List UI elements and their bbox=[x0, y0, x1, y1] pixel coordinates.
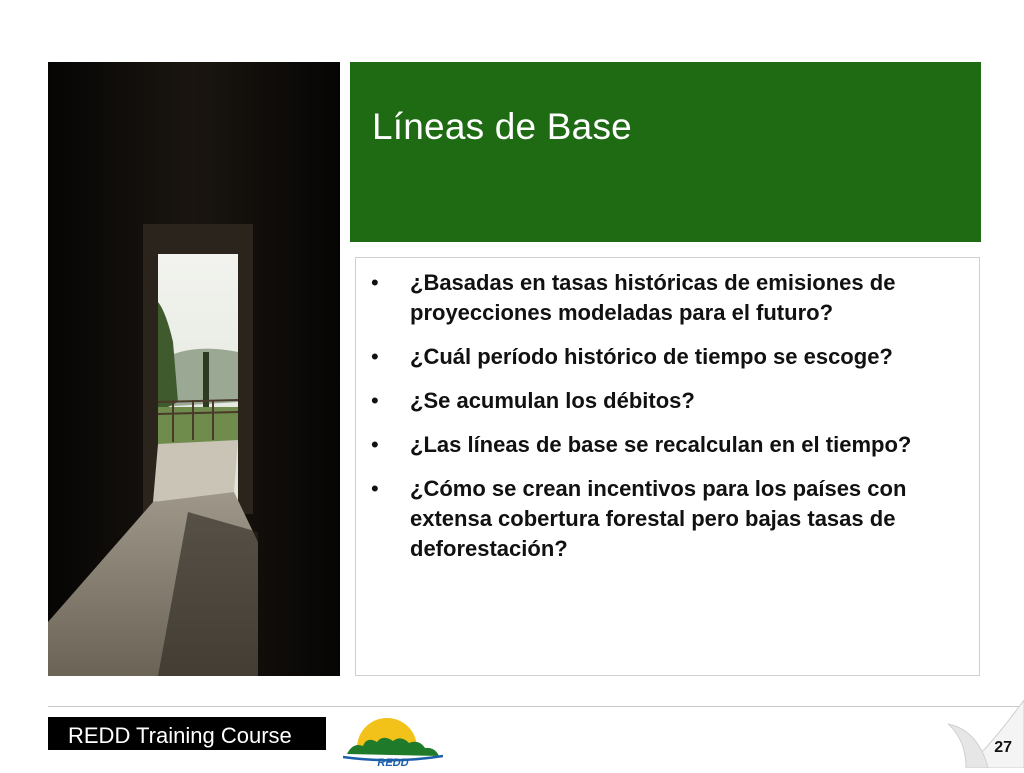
title-banner bbox=[350, 62, 981, 242]
bullet-marker: • bbox=[371, 344, 379, 369]
bullet-text: ¿Cuál período histórico de tiempo se escoge? bbox=[410, 344, 893, 369]
bullet-marker: • bbox=[371, 432, 379, 457]
page-number: 27 bbox=[994, 739, 1012, 756]
bullet-list bbox=[356, 258, 979, 564]
bullet-text: ¿Basadas en tasas históricas de emisiones de proyecciones modeladas para el futuro? bbox=[410, 270, 896, 325]
redd-logo bbox=[343, 714, 443, 768]
slide-title: Líneas de Base bbox=[372, 106, 632, 147]
course-label-block bbox=[48, 717, 326, 750]
doorway-photo bbox=[48, 62, 340, 676]
bullet-text: ¿Las líneas de base se recalculan en el tiempo? bbox=[410, 432, 912, 457]
bullet-marker: • bbox=[371, 388, 379, 413]
doorway-illustration bbox=[48, 62, 340, 676]
bullet-item bbox=[356, 474, 959, 564]
bullet-marker: • bbox=[371, 270, 379, 295]
footer-divider bbox=[48, 706, 1022, 707]
logo-text: REDD bbox=[377, 757, 409, 768]
redd-logo-icon bbox=[343, 714, 443, 768]
bullet-item bbox=[356, 342, 959, 372]
bullet-item bbox=[356, 386, 959, 416]
bullet-text: ¿Se acumulan los débitos? bbox=[410, 388, 695, 413]
bullet-text: ¿Cómo se crean incentivos para los países con extensa cobertura forestal pero bajas tasas de deforestación? bbox=[410, 476, 907, 561]
bullet-panel bbox=[355, 257, 980, 676]
page-curl-icon bbox=[948, 700, 1024, 768]
bullet-marker: • bbox=[371, 476, 379, 501]
bullet-item bbox=[356, 430, 959, 460]
course-label: REDD Training Course bbox=[68, 723, 292, 748]
bullet-item bbox=[356, 268, 959, 328]
